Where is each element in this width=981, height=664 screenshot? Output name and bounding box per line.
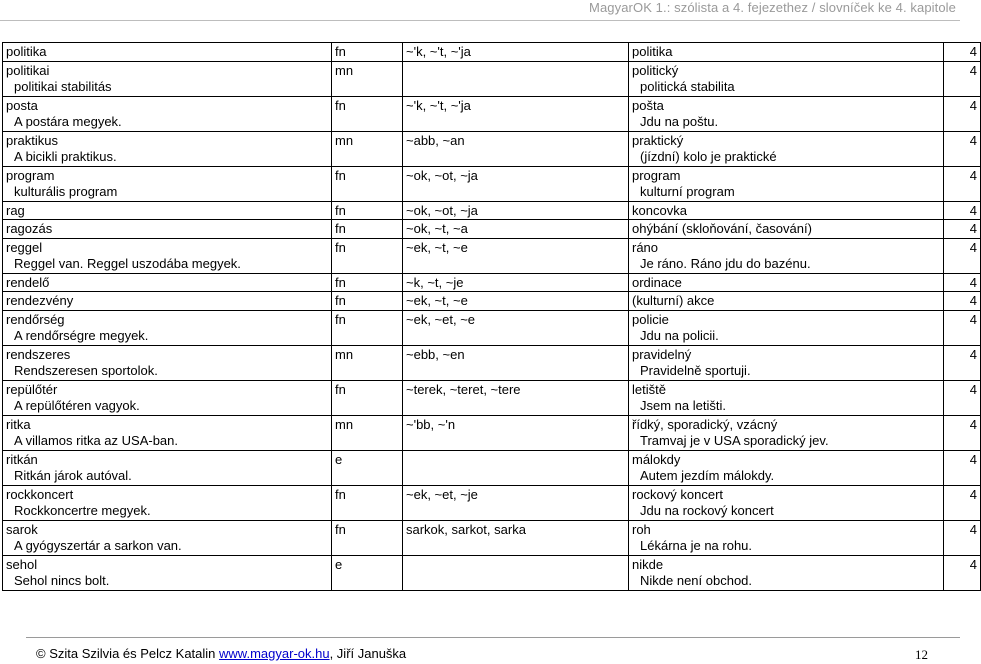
hungarian-cell xyxy=(3,520,332,555)
chapter-number: 4 xyxy=(969,62,977,78)
forms-cell xyxy=(403,345,629,380)
chapter-cell xyxy=(944,61,981,96)
chapter-cell xyxy=(944,415,981,450)
vocab-row xyxy=(3,43,981,62)
vocab-row xyxy=(3,61,981,96)
part-of-speech-cell xyxy=(332,220,403,239)
chapter-cell xyxy=(944,96,981,131)
chapter-cell xyxy=(944,485,981,520)
czech-example: Tramvaj je v USA sporadický jev. xyxy=(640,433,829,448)
hungarian-cell xyxy=(3,415,332,450)
hungarian-cell xyxy=(3,43,332,62)
part-of-speech: fn xyxy=(335,239,346,255)
czech-example: Lékárna je na rohu. xyxy=(640,538,753,553)
forms-cell xyxy=(403,415,629,450)
chapter-cell xyxy=(944,345,981,380)
hungarian-example: A villamos ritka az USA-ban. xyxy=(14,433,179,448)
copyright-icon: © xyxy=(36,646,46,661)
page-number: 12 xyxy=(915,647,928,662)
chapter-number: 4 xyxy=(969,556,977,572)
vocab-row xyxy=(3,292,981,311)
chapter-number: 4 xyxy=(969,311,977,327)
czech-cell xyxy=(629,380,944,415)
chapter-cell xyxy=(944,380,981,415)
czech-cell xyxy=(629,310,944,345)
word-forms: ~'bb, ~'n xyxy=(406,416,456,432)
footer-divider xyxy=(26,637,960,638)
hungarian-cell xyxy=(3,238,332,273)
hungarian-cell xyxy=(3,201,332,220)
czech-translation: málokdy xyxy=(632,451,681,467)
part-of-speech: fn xyxy=(335,486,346,502)
czech-example: Jdu na rockový koncert xyxy=(640,503,774,518)
czech-cell xyxy=(629,220,944,239)
hungarian-word: ritkán xyxy=(6,451,38,467)
part-of-speech: mn xyxy=(335,132,354,148)
vocab-row xyxy=(3,485,981,520)
vocab-row xyxy=(3,201,981,220)
czech-cell xyxy=(629,201,944,220)
word-forms: ~ok, ~t, ~a xyxy=(406,221,468,236)
forms-cell xyxy=(403,555,629,590)
hungarian-cell xyxy=(3,220,332,239)
czech-translation: ráno xyxy=(632,239,659,255)
czech-translation: roh xyxy=(632,521,651,537)
word-forms: ~ek, ~t, ~e xyxy=(406,239,468,255)
chapter-cell xyxy=(944,201,981,220)
word-forms: ~ek, ~et, ~je xyxy=(406,486,478,502)
part-of-speech-cell xyxy=(332,292,403,311)
hungarian-word: praktikus xyxy=(6,132,59,148)
chapter-number: 4 xyxy=(969,346,977,362)
chapter-cell xyxy=(944,450,981,485)
forms-cell xyxy=(403,450,629,485)
hungarian-word: rendőrség xyxy=(6,311,65,327)
czech-example: Je ráno. Ráno jdu do bazénu. xyxy=(640,256,811,271)
chapter-number: 4 xyxy=(969,521,977,537)
czech-translation: ordinace xyxy=(632,274,682,290)
hungarian-word: rockkoncert xyxy=(6,486,74,502)
forms-cell xyxy=(403,238,629,273)
page-header: MagyarOK 1.: szólista a 4. fejezethez / slovníček ke 4. kapitole xyxy=(589,0,956,15)
czech-translation: pošta xyxy=(632,97,664,113)
hungarian-example: A rendőrségre megyek. xyxy=(14,328,149,343)
czech-cell xyxy=(629,292,944,311)
part-of-speech-cell xyxy=(332,273,403,292)
part-of-speech-cell xyxy=(332,520,403,555)
hungarian-example: A bicikli praktikus. xyxy=(14,149,117,164)
chapter-number: 4 xyxy=(969,274,977,290)
forms-cell xyxy=(403,485,629,520)
hungarian-word: rendelő xyxy=(6,274,50,290)
vocabulary-table xyxy=(2,42,981,591)
word-forms: ~ok, ~ot, ~ja xyxy=(406,167,478,183)
vocab-row xyxy=(3,380,981,415)
vocab-row xyxy=(3,131,981,166)
chapter-number: 4 xyxy=(969,167,977,183)
chapter-cell xyxy=(944,310,981,345)
hungarian-word: politika xyxy=(6,44,47,59)
word-forms: ~k, ~t, ~je xyxy=(406,274,464,290)
part-of-speech: fn xyxy=(335,311,346,327)
forms-cell xyxy=(403,380,629,415)
hungarian-word: repülőtér xyxy=(6,381,58,397)
czech-translation: pravidelný xyxy=(632,346,692,362)
czech-example: Jdu na policii. xyxy=(640,328,719,343)
czech-cell xyxy=(629,415,944,450)
czech-example: kulturní program xyxy=(640,184,735,199)
chapter-number: 4 xyxy=(969,97,977,113)
hungarian-example: A repülőtéren vagyok. xyxy=(14,398,140,413)
czech-cell xyxy=(629,43,944,62)
hungarian-cell xyxy=(3,345,332,380)
part-of-speech: fn xyxy=(335,274,346,290)
word-forms: sarkok, sarkot, sarka xyxy=(406,521,526,537)
czech-cell xyxy=(629,520,944,555)
czech-example: Pravidelně sportuji. xyxy=(640,363,751,378)
hungarian-example: Sehol nincs bolt. xyxy=(14,573,110,588)
hungarian-example: kulturális program xyxy=(14,184,118,199)
part-of-speech-cell xyxy=(332,96,403,131)
part-of-speech: mn xyxy=(335,346,354,362)
hungarian-word: posta xyxy=(6,97,38,113)
part-of-speech: fn xyxy=(335,521,346,537)
vocab-row xyxy=(3,166,981,201)
hungarian-cell xyxy=(3,292,332,311)
forms-cell xyxy=(403,201,629,220)
word-forms: ~ok, ~ot, ~ja xyxy=(406,202,478,218)
czech-translation: (kulturní) akce xyxy=(632,293,715,308)
hungarian-example: Reggel van. Reggel uszodába megyek. xyxy=(14,256,241,271)
vocab-row xyxy=(3,238,981,273)
chapter-cell xyxy=(944,520,981,555)
forms-cell xyxy=(403,43,629,62)
footer xyxy=(36,646,406,661)
chapter-number: 4 xyxy=(969,451,977,467)
czech-translation: koncovka xyxy=(632,202,687,218)
part-of-speech: fn xyxy=(335,44,346,59)
czech-translation: ohýbání (skloňování, časování) xyxy=(632,221,812,236)
chapter-cell xyxy=(944,220,981,239)
chapter-cell xyxy=(944,292,981,311)
chapter-cell xyxy=(944,238,981,273)
word-forms: ~abb, ~an xyxy=(406,132,465,148)
vocab-row xyxy=(3,345,981,380)
vocab-row xyxy=(3,96,981,131)
part-of-speech: mn xyxy=(335,62,354,78)
czech-translation: praktický xyxy=(632,132,684,148)
hungarian-cell xyxy=(3,273,332,292)
part-of-speech-cell xyxy=(332,238,403,273)
hungarian-word: program xyxy=(6,167,55,183)
czech-example: politická stabilita xyxy=(640,79,735,94)
hungarian-cell xyxy=(3,96,332,131)
vocab-row xyxy=(3,273,981,292)
chapter-cell xyxy=(944,43,981,62)
forms-cell xyxy=(403,166,629,201)
czech-translation: rockový koncert xyxy=(632,486,724,502)
czech-translation: letiště xyxy=(632,381,666,397)
forms-cell xyxy=(403,310,629,345)
czech-cell xyxy=(629,61,944,96)
hungarian-word: rendezvény xyxy=(6,293,74,308)
part-of-speech-cell xyxy=(332,555,403,590)
hungarian-example: A postára megyek. xyxy=(14,114,122,129)
part-of-speech-cell xyxy=(332,43,403,62)
forms-cell xyxy=(403,520,629,555)
part-of-speech-cell xyxy=(332,485,403,520)
vocab-row xyxy=(3,520,981,555)
hungarian-cell xyxy=(3,166,332,201)
chapter-cell xyxy=(944,555,981,590)
hungarian-example: Rendszeresen sportolok. xyxy=(14,363,158,378)
hungarian-cell xyxy=(3,450,332,485)
part-of-speech-cell xyxy=(332,450,403,485)
chapter-number: 4 xyxy=(969,221,977,236)
vocab-row xyxy=(3,450,981,485)
czech-translation: politický xyxy=(632,62,679,78)
word-forms: ~ek, ~et, ~e xyxy=(406,311,476,327)
czech-cell xyxy=(629,345,944,380)
forms-cell xyxy=(403,292,629,311)
czech-example: (jízdní) kolo je praktické xyxy=(640,149,777,164)
part-of-speech: fn xyxy=(335,221,346,236)
part-of-speech: fn xyxy=(335,97,346,113)
footer-authors: Szita Szilvia és Pelcz Katalin xyxy=(49,646,216,661)
word-forms: ~'k, ~'t, ~'ja xyxy=(406,97,471,113)
part-of-speech: fn xyxy=(335,381,346,397)
czech-translation: policie xyxy=(632,311,669,327)
chapter-cell xyxy=(944,273,981,292)
part-of-speech: fn xyxy=(335,293,346,308)
czech-cell xyxy=(629,166,944,201)
header-divider xyxy=(0,20,960,21)
hungarian-cell xyxy=(3,61,332,96)
hungarian-word: rendszeres xyxy=(6,346,71,362)
vocab-row xyxy=(3,310,981,345)
hungarian-word: sehol xyxy=(6,556,38,572)
vocab-row xyxy=(3,415,981,450)
czech-translation: program xyxy=(632,167,681,183)
forms-cell xyxy=(403,220,629,239)
part-of-speech: e xyxy=(335,451,343,467)
part-of-speech: e xyxy=(335,556,343,572)
part-of-speech: fn xyxy=(335,167,346,183)
hungarian-word: sarok xyxy=(6,521,38,537)
part-of-speech-cell xyxy=(332,380,403,415)
hungarian-example: A gyógyszertár a sarkon van. xyxy=(14,538,182,553)
czech-cell xyxy=(629,555,944,590)
word-forms: ~ebb, ~en xyxy=(406,346,465,362)
vocab-row xyxy=(3,555,981,590)
part-of-speech-cell xyxy=(332,415,403,450)
part-of-speech-cell xyxy=(332,310,403,345)
hungarian-example: Rockkoncertre megyek. xyxy=(14,503,151,518)
vocab-row xyxy=(3,220,981,239)
czech-cell xyxy=(629,96,944,131)
czech-translation: nikde xyxy=(632,556,664,572)
hungarian-cell xyxy=(3,380,332,415)
chapter-number: 4 xyxy=(969,239,977,255)
forms-cell xyxy=(403,131,629,166)
part-of-speech-cell xyxy=(332,201,403,220)
chapter-number: 4 xyxy=(969,202,977,218)
czech-example: Autem jezdím málokdy. xyxy=(640,468,775,483)
chapter-number: 4 xyxy=(969,293,977,308)
hungarian-word: ragozás xyxy=(6,221,53,236)
czech-example: Jdu na poštu. xyxy=(640,114,719,129)
hungarian-word: politikai xyxy=(6,62,50,78)
hungarian-cell xyxy=(3,310,332,345)
part-of-speech-cell xyxy=(332,345,403,380)
czech-example: Nikde není obchod. xyxy=(640,573,753,588)
hungarian-cell xyxy=(3,131,332,166)
hungarian-word: rag xyxy=(6,202,25,218)
czech-example: Jsem na letišti. xyxy=(640,398,726,413)
chapter-number: 4 xyxy=(969,132,977,148)
forms-cell xyxy=(403,96,629,131)
hungarian-word: ritka xyxy=(6,416,31,432)
hungarian-example: politikai stabilitás xyxy=(14,79,112,94)
chapter-number: 4 xyxy=(969,381,977,397)
czech-cell xyxy=(629,238,944,273)
part-of-speech-cell xyxy=(332,166,403,201)
word-forms: ~ek, ~t, ~e xyxy=(406,293,468,308)
hungarian-cell xyxy=(3,485,332,520)
part-of-speech-cell xyxy=(332,61,403,96)
czech-cell xyxy=(629,131,944,166)
czech-translation: řídký, sporadický, vzácný xyxy=(632,416,778,432)
chapter-number: 4 xyxy=(969,44,977,59)
chapter-number: 4 xyxy=(969,486,977,502)
forms-cell xyxy=(403,61,629,96)
czech-cell xyxy=(629,450,944,485)
chapter-cell xyxy=(944,131,981,166)
footer-link[interactable]: www.magyar-ok.hu xyxy=(219,646,330,661)
forms-cell xyxy=(403,273,629,292)
chapter-number: 4 xyxy=(969,416,977,432)
czech-cell xyxy=(629,485,944,520)
part-of-speech: mn xyxy=(335,416,354,432)
czech-cell xyxy=(629,273,944,292)
chapter-cell xyxy=(944,166,981,201)
hungarian-cell xyxy=(3,555,332,590)
word-forms: ~terek, ~teret, ~tere xyxy=(406,381,521,397)
hungarian-example: Ritkán járok autóval. xyxy=(14,468,132,483)
word-forms: ~'k, ~'t, ~'ja xyxy=(406,44,471,59)
footer-coauthor: , Jiří Januška xyxy=(329,646,407,661)
part-of-speech-cell xyxy=(332,131,403,166)
part-of-speech: fn xyxy=(335,202,346,218)
czech-translation: politika xyxy=(632,44,673,59)
hungarian-word: reggel xyxy=(6,239,43,255)
